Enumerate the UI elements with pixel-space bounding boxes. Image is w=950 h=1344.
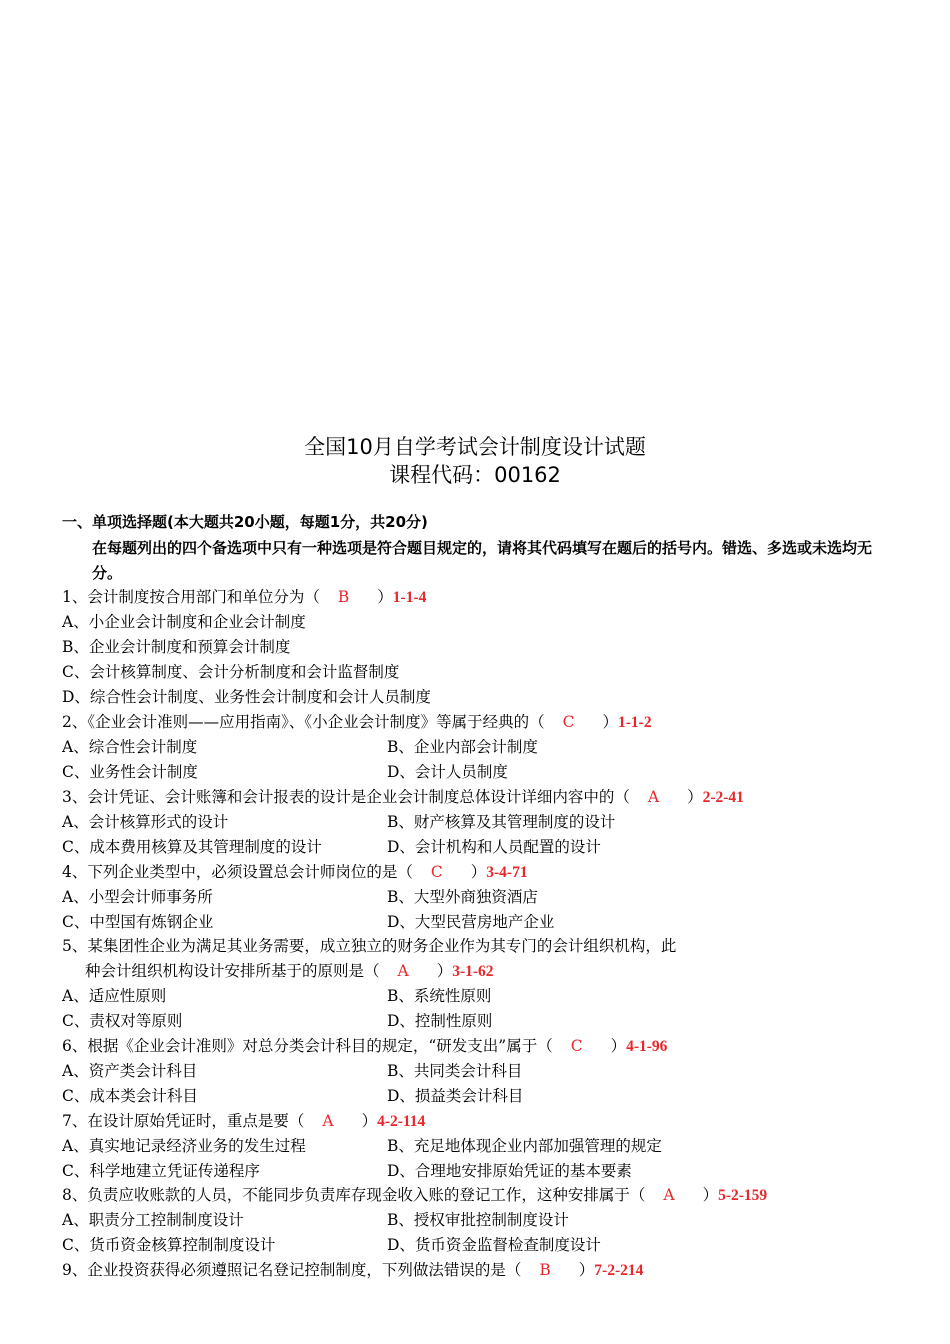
reference: 1-1-4 (392, 589, 427, 606)
bracket-close: ） (687, 788, 703, 806)
option-c: C、成本费用核算及其管理制度的设计 (62, 838, 322, 856)
section-heading: 一、单项选择题(本大题共20小题，每题1分，共20分) (62, 513, 428, 531)
reference: 5-2-159 (718, 1187, 768, 1204)
question-5: 5、某集团性企业为满足其业务需要，成立独立的财务企业作为其专门的会计组织机构，此 (62, 937, 677, 955)
question-7 (62, 1110, 425, 1133)
question-stem: 7、在设计原始凭证时，重点是要（ (62, 1112, 305, 1130)
reference: 4-1-96 (626, 1038, 668, 1055)
answer: C (562, 713, 575, 731)
answer: B (539, 1261, 551, 1279)
question-4 (62, 861, 528, 884)
option-c: C、业务性会计制度 (62, 763, 198, 781)
option-b: B、共同类会计科目 (387, 1062, 523, 1080)
option-b: B、系统性原则 (387, 987, 492, 1005)
question-stem: 3、会计凭证、会计账簿和会计报表的设计是企业会计制度总体设计详细内容中的（ (62, 788, 630, 806)
option-d: D、货币资金监督检查制度设计 (387, 1236, 601, 1254)
course-code: 课程代码：00162 (389, 463, 561, 487)
question-stem: 6、根据《企业会计准则》对总分类会计科目的规定，“研发支出”属于（ (62, 1037, 553, 1055)
option-c: C、中型国有炼钢企业 (62, 913, 214, 931)
question-2 (62, 711, 652, 734)
instructions: 在每题列出的四个备选项中只有一种选项是符合题目规定的，请将其代码填写在题后的括号内。错选、多选或未选均无分。 (92, 539, 873, 582)
answer: B (337, 588, 350, 606)
question-stem: 9、企业投资获得必须遵照记名登记控制制度，下列做法错误的是（ (62, 1261, 522, 1279)
option-d: D、大型民营房地产企业 (387, 913, 555, 931)
option-b: B、企业会计制度和预算会计制度 (62, 638, 291, 656)
answer: A (397, 962, 409, 980)
option-a: A、综合性会计制度 (62, 738, 198, 756)
reference: 2-2-41 (702, 789, 744, 806)
bracket-close: ） (361, 1112, 378, 1130)
option-d: D、会计人员制度 (387, 763, 508, 781)
option-a: A、职责分工控制制度设计 (62, 1211, 244, 1229)
reference: 7-2-214 (594, 1262, 644, 1279)
bracket-close: ） (602, 713, 619, 731)
question-8 (62, 1184, 767, 1207)
option-b: B、企业内部会计制度 (387, 738, 538, 756)
option-a: A、会计核算形式的设计 (62, 813, 229, 831)
question-1 (62, 586, 426, 609)
option-d: D、合理地安排原始凭证的基本要素 (387, 1162, 632, 1180)
question-stem: 4、下列企业类型中，必须设置总会计师岗位的是（ (62, 863, 413, 881)
answer: A (663, 1186, 675, 1204)
option-a: A、小企业会计制度和企业会计制度 (62, 613, 306, 631)
bracket-close: ） (470, 863, 487, 881)
page-title: 全国10月自学考试会计制度设计试题 (304, 435, 646, 459)
answer: A (322, 1112, 334, 1130)
option-d: D、会计机构和人员配置的设计 (387, 838, 601, 856)
question-9 (62, 1259, 643, 1282)
bracket-close: ） (436, 962, 453, 980)
reference: 4-2-114 (377, 1113, 426, 1130)
reference: 1-1-2 (618, 714, 652, 731)
question-stem: 2、《企业会计准则——应用指南》、《小企业会计制度》等属于经典的（ (62, 713, 545, 731)
option-d: D、综合性会计制度、业务性会计制度和会计人员制度 (62, 688, 431, 706)
reference: 3-4-71 (486, 864, 528, 881)
answer: A (647, 788, 660, 806)
question-stem: 种会计组织机构设计安排所基于的原则是（ (85, 962, 380, 980)
question-5-cont (85, 960, 494, 983)
question-6 (62, 1035, 667, 1058)
option-b: B、授权审批控制制度设计 (387, 1211, 569, 1229)
option-a: A、真实地记录经济业务的发生过程 (62, 1137, 306, 1155)
option-c: C、成本类会计科目 (62, 1087, 198, 1105)
option-c: C、货币资金核算控制制度设计 (62, 1236, 276, 1254)
option-b: B、大型外商独资酒店 (387, 888, 538, 906)
question-3 (62, 786, 744, 809)
option-a: A、资产类会计科目 (62, 1062, 198, 1080)
question-stem: 8、负责应收账款的人员，不能同步负责库存现金收入账的登记工作，这种安排属于（ (62, 1186, 646, 1204)
answer: C (570, 1037, 583, 1055)
option-c: C、会计核算制度、会计分析制度和会计监督制度 (62, 663, 400, 681)
question-stem: 1、会计制度按合用部门和单位分为（ (62, 588, 320, 606)
bracket-close: ） (377, 588, 393, 606)
option-c: C、科学地建立凭证传递程序 (62, 1162, 260, 1180)
option-a: A、适应性原则 (62, 987, 167, 1005)
option-d: D、损益类会计科目 (387, 1087, 524, 1105)
option-a: A、小型会计师事务所 (62, 888, 213, 906)
option-c: C、责权对等原则 (62, 1012, 183, 1030)
answer: C (430, 863, 443, 881)
option-b: B、财产核算及其管理制度的设计 (387, 813, 616, 831)
bracket-close: ） (610, 1037, 627, 1055)
bracket-close: ） (578, 1261, 595, 1279)
option-d: D、控制性原则 (387, 1012, 493, 1030)
option-b: B、充足地体现企业内部加强管理的规定 (387, 1137, 662, 1155)
bracket-close: ） (702, 1186, 719, 1204)
reference: 3-1-62 (452, 963, 494, 980)
